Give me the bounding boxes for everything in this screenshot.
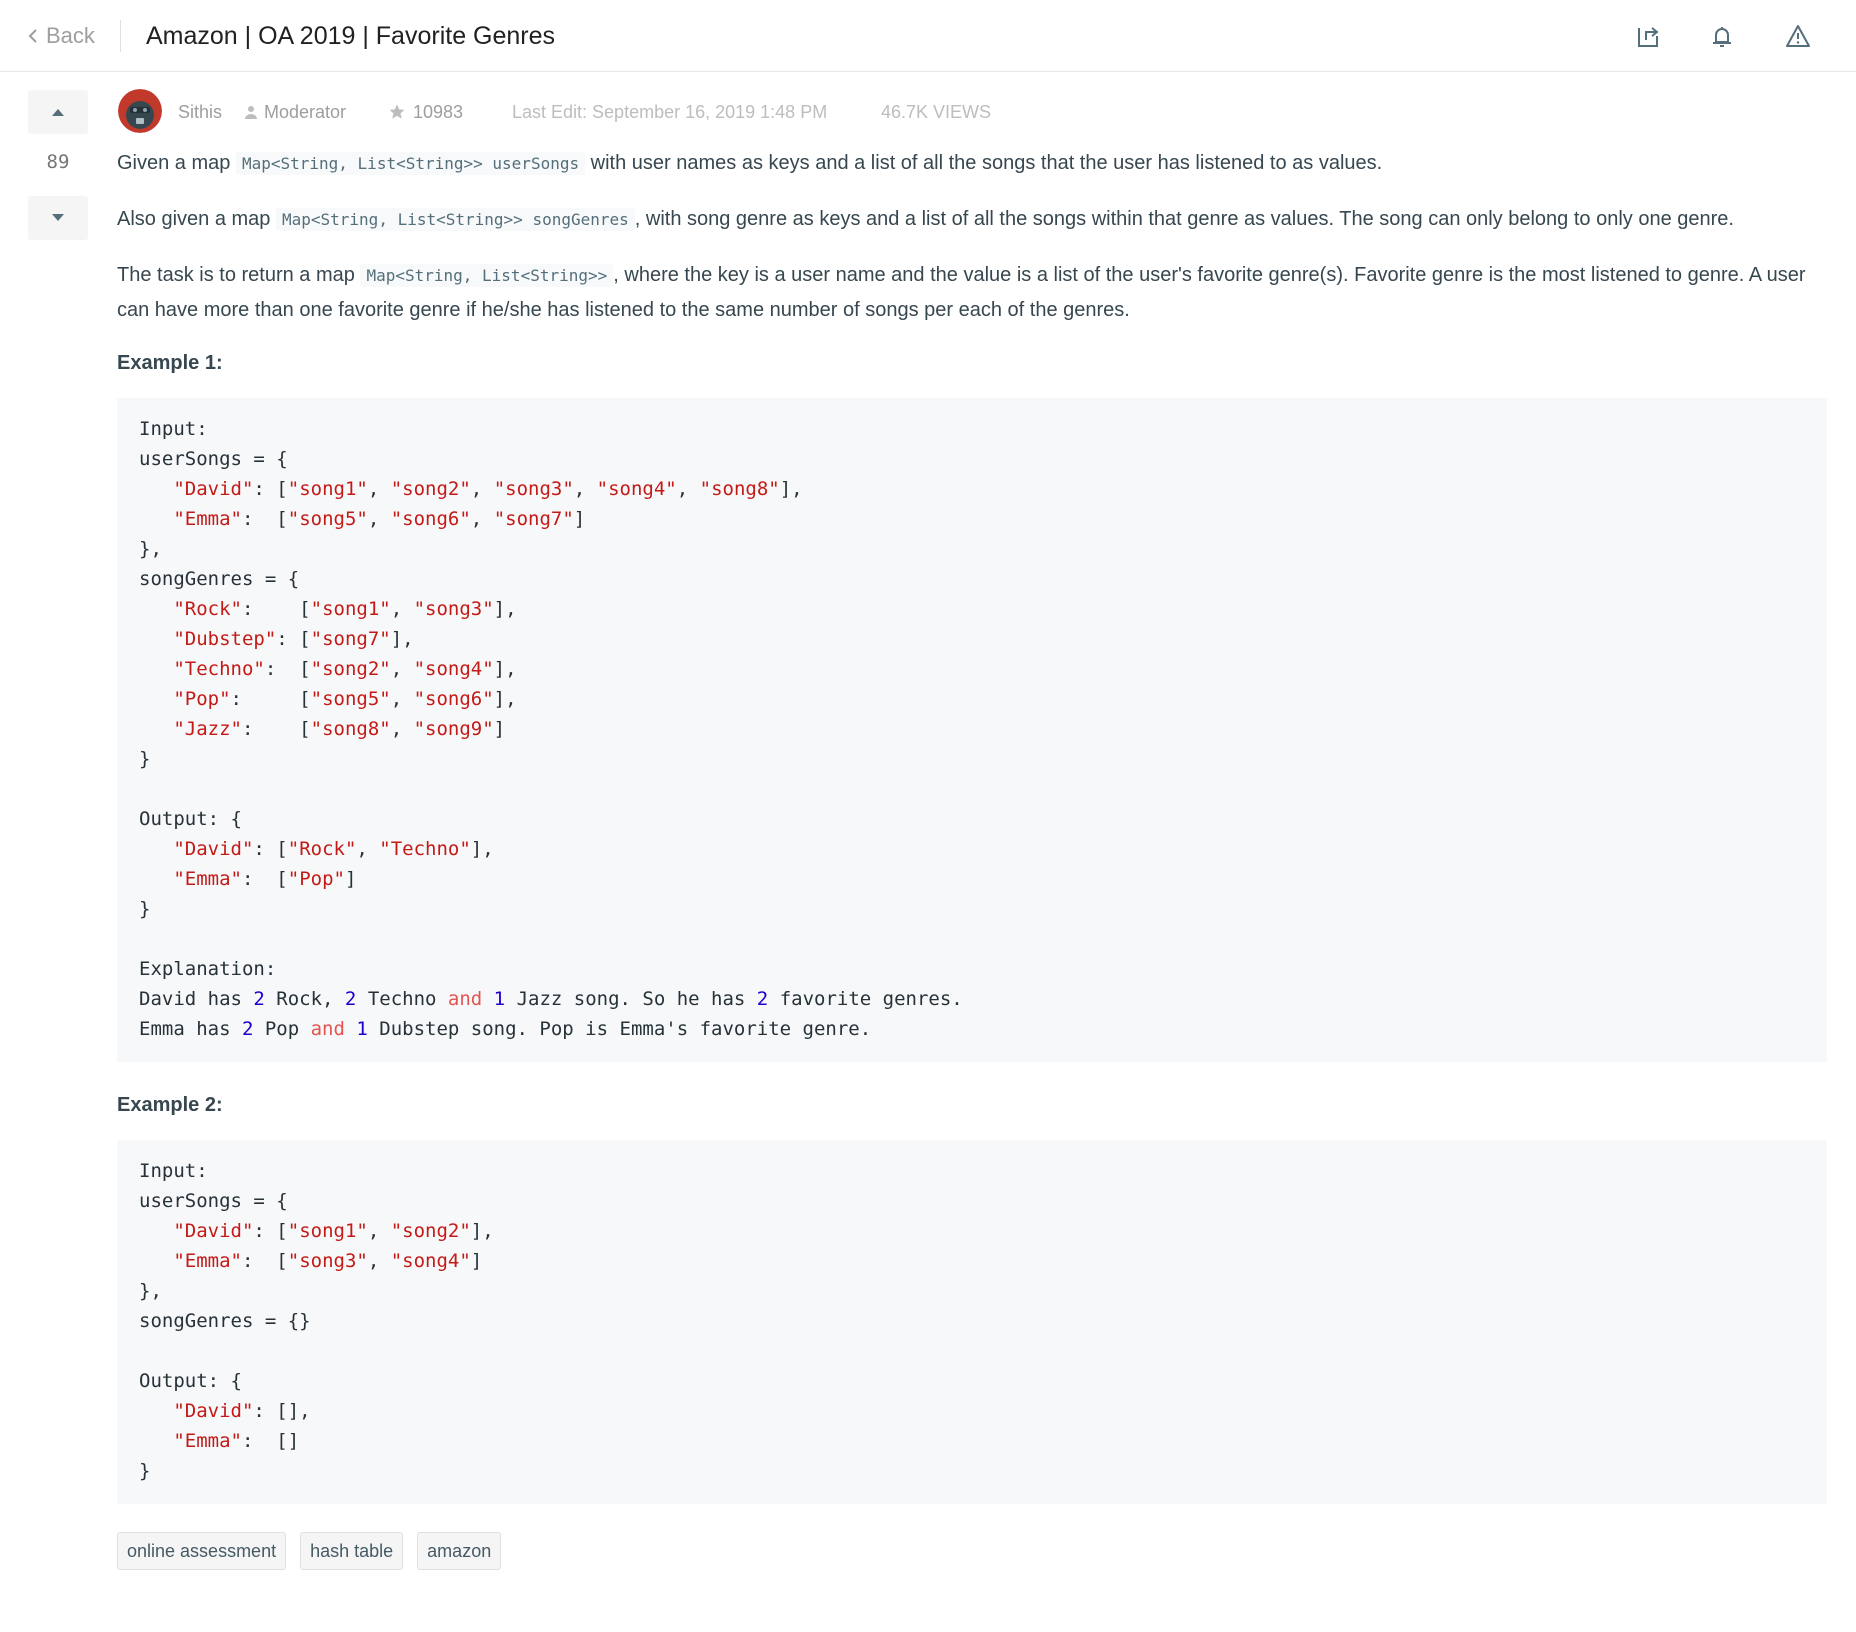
code-string: "Pop" bbox=[287, 868, 345, 890]
code-string: "song7" bbox=[310, 628, 391, 650]
example-2-code-block: Input: userSongs = { "David": ["song1", "song2"], "Emma": ["song3", "song4"] }, songGenres = {} Output: { "David": [], "Emma": [] } bbox=[117, 1140, 1827, 1504]
inline-code: Map<String, List<String>> bbox=[360, 264, 613, 287]
code-key: "David" bbox=[173, 838, 254, 860]
example-2-heading: Example 2: bbox=[117, 1094, 223, 1116]
user-icon bbox=[243, 104, 259, 120]
tag-hash-table[interactable]: hash table bbox=[300, 1532, 403, 1570]
avatar[interactable] bbox=[118, 89, 162, 133]
reputation-value: 10983 bbox=[413, 102, 464, 122]
vote-count: 89 bbox=[46, 151, 70, 173]
code-key: "Emma" bbox=[173, 508, 242, 530]
code-number: 1 bbox=[493, 988, 506, 1010]
code-key: "Jazz" bbox=[173, 718, 242, 740]
code-string: "Techno" bbox=[379, 838, 471, 860]
role-label: Moderator bbox=[264, 102, 347, 122]
code-key: "David" bbox=[173, 1220, 254, 1242]
reputation bbox=[388, 100, 463, 124]
code-string: "song4" bbox=[413, 658, 494, 680]
code-key: "Dubstep" bbox=[173, 628, 277, 650]
back-button[interactable] bbox=[28, 22, 95, 50]
caret-down-icon bbox=[50, 213, 66, 223]
code-key: "Emma" bbox=[173, 868, 242, 890]
code-string: "song8" bbox=[310, 718, 391, 740]
code-string: "song3" bbox=[493, 478, 574, 500]
caret-up-icon bbox=[50, 107, 66, 117]
paragraph-3: The task is to return a map Map<String, List<String>> , where the key is a user name and the value is a list of the user's favorite genre(s). Favorite genre is the most listened to genre. A user can have more than one favorite genre if he/she has listened to the same number of songs per each of the genres. bbox=[117, 264, 1806, 321]
code-string: "song8" bbox=[699, 478, 780, 500]
code-number: 2 bbox=[344, 988, 357, 1010]
example-1-code-block: Input: userSongs = { "David": ["song1", "song2", "song3", "song4", "song8"], "Emma": ["song5", "song6", "song7"] }, songGenres = { "Rock": ["song1", "song3"], "Dubstep": ["song7"], "Techno": ["song2", "song4"], "Pop": ["song5", "song6"], "Jazz": ["song8", "song9"] } Output: { "David": ["Rock", "Techno"], "Emma": ["Pop"] } Explanation: David has 2 Rock, 2 Techno and 1 Jazz song. So he has 2 favorite genres. Emma has 2 Pop and 1 Dubstep song. Pop is Emma's favorite genre. bbox=[117, 398, 1827, 1062]
code-string: "song7" bbox=[493, 508, 574, 530]
code-key: "Emma" bbox=[173, 1430, 242, 1452]
code-key: "Rock" bbox=[173, 598, 242, 620]
tag-list bbox=[117, 1532, 1827, 1570]
code-string: "song9" bbox=[413, 718, 494, 740]
code-key: "Emma" bbox=[173, 1250, 242, 1272]
last-edit: Last Edit: September 16, 2019 1:48 PM bbox=[512, 102, 828, 122]
code-number: 2 bbox=[253, 988, 265, 1010]
code-keyword: and bbox=[310, 1018, 345, 1040]
code-key: "David" bbox=[173, 1400, 254, 1422]
bell-icon[interactable] bbox=[1708, 22, 1736, 50]
code-string: "song4" bbox=[390, 1250, 471, 1272]
code-key: "Techno" bbox=[173, 658, 265, 680]
inline-code: Map<String, List<String>> userSongs bbox=[236, 152, 585, 175]
inline-code: Map<String, List<String>> songGenres bbox=[276, 208, 635, 231]
code-string: "song2" bbox=[310, 658, 391, 680]
share-icon[interactable] bbox=[1634, 22, 1662, 50]
view-count: 46.7K VIEWS bbox=[881, 102, 992, 122]
chevron-left-icon bbox=[28, 28, 38, 44]
code-number: 1 bbox=[356, 1018, 368, 1040]
downvote-button[interactable] bbox=[28, 196, 88, 240]
code-string: "song2" bbox=[390, 478, 471, 500]
code-number: 2 bbox=[756, 988, 769, 1010]
page-title: Amazon | OA 2019 | Favorite Genres bbox=[146, 22, 556, 50]
post-content bbox=[117, 146, 1827, 1570]
code-string: "song6" bbox=[413, 688, 494, 710]
star-icon bbox=[388, 103, 406, 121]
code-string: "song2" bbox=[390, 1220, 471, 1242]
code-string: "song3" bbox=[413, 598, 494, 620]
code-string: "song6" bbox=[390, 508, 471, 530]
code-keyword: and bbox=[447, 988, 483, 1010]
author-name[interactable]: Sithis bbox=[178, 102, 223, 122]
code-string: "song1" bbox=[287, 478, 368, 500]
code-string: "song3" bbox=[287, 1250, 368, 1272]
tag-online-assessment[interactable]: online assessment bbox=[117, 1532, 286, 1570]
paragraph-2: Also given a map Map<String, List<String>> songGenres , with song genre as keys and a list of all the songs within that genre as values. The song can only belong to only one genre. bbox=[117, 208, 1734, 230]
code-string: "song4" bbox=[596, 478, 677, 500]
code-key: "David" bbox=[173, 478, 254, 500]
example-1-heading: Example 1: bbox=[117, 352, 223, 374]
tag-amazon[interactable]: amazon bbox=[417, 1532, 501, 1570]
code-string: "song5" bbox=[310, 688, 391, 710]
paragraph-1: Given a map Map<String, List<String>> userSongs with user names as keys and a list of all the songs that the user has listened to as values. bbox=[117, 152, 1383, 174]
header-divider bbox=[120, 20, 121, 52]
back-label: Back bbox=[46, 23, 95, 48]
warning-icon[interactable] bbox=[1784, 22, 1812, 50]
code-key: "Pop" bbox=[173, 688, 231, 710]
code-string: "song5" bbox=[287, 508, 368, 530]
code-string: "song1" bbox=[287, 1220, 368, 1242]
code-number: 2 bbox=[241, 1018, 254, 1040]
author-role bbox=[243, 100, 346, 124]
code-string: "Rock" bbox=[287, 838, 357, 860]
upvote-button[interactable] bbox=[28, 90, 88, 134]
top-bar bbox=[0, 0, 1856, 72]
code-string: "song1" bbox=[310, 598, 391, 620]
